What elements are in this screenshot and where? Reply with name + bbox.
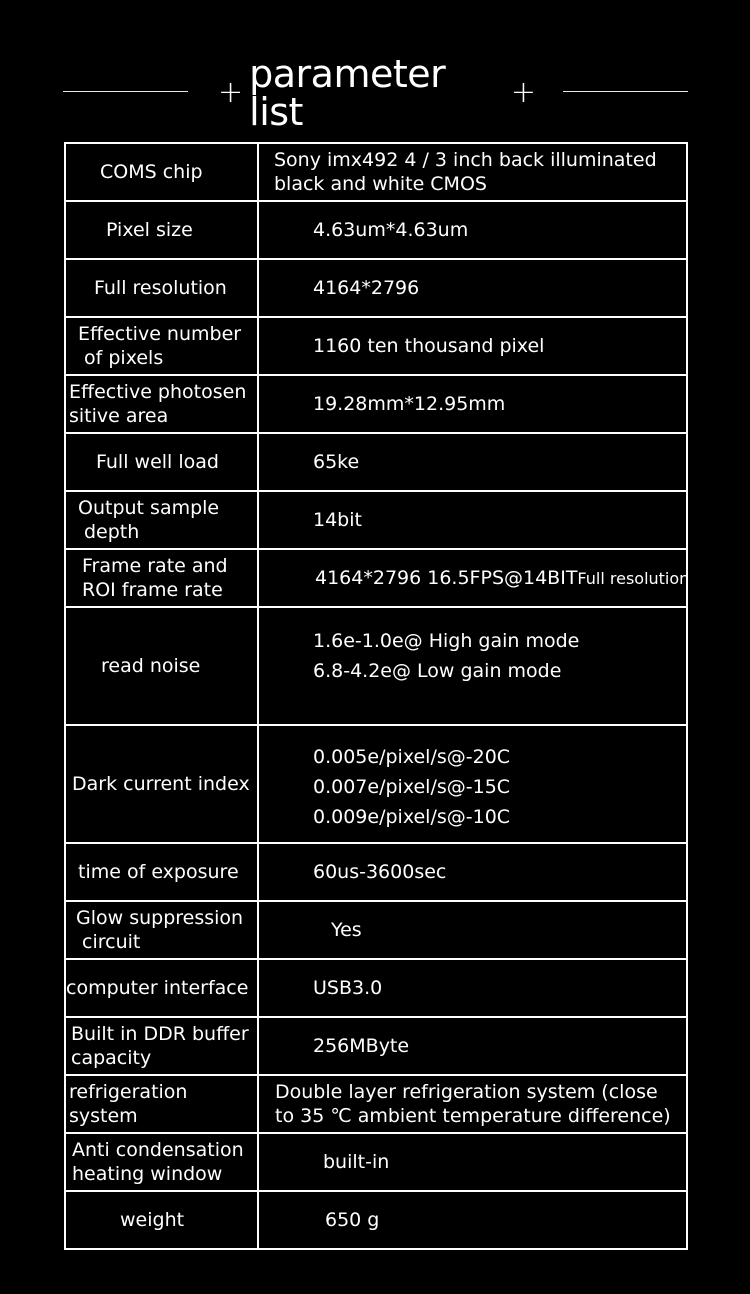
parameter-label bbox=[101, 654, 200, 678]
parameter-value: built-in bbox=[323, 1151, 390, 1173]
table-row bbox=[66, 726, 688, 844]
parameter-value: to 35 ℃ ambient temperature difference) bbox=[275, 1105, 671, 1127]
title-group bbox=[212, 52, 542, 134]
parameter-value: Sony imx492 4 / 3 inch back illuminated bbox=[274, 149, 657, 171]
parameter-value-cell bbox=[259, 960, 688, 1016]
parameter-label-line: Frame rate and bbox=[82, 555, 228, 577]
parameter-value-cell bbox=[259, 902, 688, 958]
parameter-label-line: computer interface bbox=[66, 977, 249, 999]
parameter-label-line: depth bbox=[84, 521, 140, 543]
parameter-label bbox=[71, 1022, 249, 1070]
parameter-label-cell bbox=[66, 844, 259, 900]
parameter-label-cell bbox=[66, 492, 259, 548]
table-row bbox=[66, 550, 688, 608]
parameter-value-cell bbox=[259, 434, 688, 490]
parameter-label-cell bbox=[66, 376, 259, 432]
header-rule-left bbox=[63, 91, 188, 92]
parameter-value-cell bbox=[259, 202, 688, 258]
parameter-label-line: Effective number bbox=[78, 323, 242, 345]
table-row bbox=[66, 492, 688, 550]
table-row bbox=[66, 376, 688, 434]
parameter-label-line: Anti condensation bbox=[72, 1139, 244, 1161]
parameter-value: 4.63um*4.63um bbox=[313, 219, 469, 241]
parameter-label-line: Effective photosen bbox=[69, 381, 247, 403]
table-row bbox=[66, 318, 688, 376]
parameter-value-suffix: Full resolution bbox=[577, 568, 690, 588]
parameter-label bbox=[72, 772, 250, 796]
parameter-value: 650 g bbox=[325, 1209, 380, 1231]
table-row bbox=[66, 1018, 688, 1076]
parameter-value-cell bbox=[259, 608, 688, 724]
parameter-value: 4164*2796 bbox=[313, 277, 420, 299]
parameter-label bbox=[69, 380, 246, 428]
page-title: parameter list bbox=[249, 52, 446, 134]
parameter-label-line: Built in DDR buffer bbox=[71, 1023, 249, 1045]
parameter-value: Yes bbox=[331, 919, 362, 941]
parameter-value-cell bbox=[259, 550, 688, 606]
table-row bbox=[66, 434, 688, 492]
parameter-label-line: circuit bbox=[82, 931, 141, 953]
parameter-label-cell bbox=[66, 144, 259, 200]
parameter-label-line: capacity bbox=[71, 1047, 152, 1069]
parameter-label-line: of pixels bbox=[84, 347, 164, 369]
parameter-value: Double layer refrigeration system (close bbox=[275, 1081, 658, 1103]
plus-icon-left: + bbox=[218, 75, 244, 110]
parameter-value: 0.005e/pixel/s@-20C bbox=[313, 746, 511, 768]
parameter-label-line: Pixel size bbox=[106, 219, 193, 241]
parameter-label bbox=[78, 860, 239, 884]
parameter-label-cell bbox=[66, 1134, 259, 1190]
parameter-label bbox=[66, 976, 248, 1000]
parameter-value-cell bbox=[259, 376, 688, 432]
parameter-label bbox=[78, 322, 241, 370]
parameter-label bbox=[76, 906, 243, 954]
parameter-value-main: 4164*2796 16.5FPS@14BIT bbox=[315, 566, 578, 589]
table-row bbox=[66, 608, 688, 726]
parameter-value-cell bbox=[259, 1134, 688, 1190]
table-row bbox=[66, 1192, 688, 1250]
table-row bbox=[66, 144, 688, 202]
parameter-label-line: weight bbox=[120, 1209, 185, 1231]
header-rule-right bbox=[563, 91, 688, 92]
parameter-label-cell bbox=[66, 318, 259, 374]
parameter-value-cell bbox=[259, 1076, 688, 1132]
parameter-label-cell bbox=[66, 260, 259, 316]
parameter-label bbox=[96, 450, 219, 474]
parameter-value bbox=[315, 566, 690, 591]
parameter-label-cell bbox=[66, 608, 259, 724]
parameter-label-line: read noise bbox=[101, 655, 201, 677]
parameter-value-cell bbox=[259, 492, 688, 548]
parameter-label bbox=[78, 496, 219, 544]
table-row bbox=[66, 202, 688, 260]
table-row bbox=[66, 1134, 688, 1192]
table-row bbox=[66, 960, 688, 1018]
parameter-value-cell bbox=[259, 144, 688, 200]
parameter-value: 19.28mm*12.95mm bbox=[313, 393, 506, 415]
parameter-label-line: Glow suppression bbox=[76, 907, 244, 929]
parameter-value: 0.009e/pixel/s@-10C bbox=[313, 806, 511, 828]
section-header bbox=[0, 52, 750, 134]
parameter-label-cell bbox=[66, 1192, 259, 1248]
parameter-label bbox=[100, 160, 203, 184]
plus-icon-right: + bbox=[510, 75, 536, 110]
parameter-label-cell bbox=[66, 550, 259, 606]
parameter-label-line: ROI frame rate bbox=[82, 579, 223, 601]
parameter-value: 65ke bbox=[313, 451, 360, 473]
parameter-table bbox=[64, 142, 688, 1250]
parameter-label-line: time of exposure bbox=[78, 861, 239, 883]
parameter-value-cell bbox=[259, 260, 688, 316]
parameter-value: 6.8-4.2e@ Low gain mode bbox=[313, 660, 562, 682]
parameter-label-cell bbox=[66, 960, 259, 1016]
parameter-label-cell bbox=[66, 1018, 259, 1074]
parameter-value: 60us-3600sec bbox=[313, 861, 447, 883]
parameter-label-line: heating window bbox=[72, 1163, 223, 1185]
parameter-label bbox=[120, 1208, 184, 1232]
parameter-label-cell bbox=[66, 202, 259, 258]
parameter-value: USB3.0 bbox=[313, 977, 383, 999]
parameter-value: 14bit bbox=[313, 509, 362, 531]
parameter-label-line: refrigeration system bbox=[69, 1081, 188, 1127]
parameter-label-line: Dark current index bbox=[72, 773, 250, 795]
parameter-label-line: Full well load bbox=[96, 451, 219, 473]
parameter-label bbox=[72, 1138, 244, 1186]
table-row bbox=[66, 902, 688, 960]
parameter-label-cell bbox=[66, 434, 259, 490]
parameter-label bbox=[106, 218, 193, 242]
parameter-value: 256MByte bbox=[313, 1035, 410, 1057]
parameter-value: 1.6e-1.0e@ High gain mode bbox=[313, 630, 580, 652]
parameter-value: 1160 ten thousand pixel bbox=[313, 335, 545, 357]
parameter-value-cell bbox=[259, 1018, 688, 1074]
parameter-label bbox=[94, 276, 227, 300]
table-row bbox=[66, 260, 688, 318]
parameter-label-cell bbox=[66, 902, 259, 958]
parameter-value-cell bbox=[259, 318, 688, 374]
parameter-value: 0.007e/pixel/s@-15C bbox=[313, 776, 511, 798]
parameter-label-line: Full resolution bbox=[94, 277, 227, 299]
table-row bbox=[66, 1076, 688, 1134]
parameter-label-cell bbox=[66, 1076, 259, 1132]
parameter-label-line: Output sample bbox=[78, 497, 220, 519]
parameter-label-cell bbox=[66, 726, 259, 842]
parameter-value: black and white CMOS bbox=[274, 173, 487, 195]
parameter-label bbox=[82, 554, 228, 602]
parameter-label-line: COMS chip bbox=[100, 161, 203, 183]
parameter-label-line: sitive area bbox=[69, 405, 169, 427]
table-row bbox=[66, 844, 688, 902]
parameter-value-cell bbox=[259, 726, 688, 842]
parameter-value-cell bbox=[259, 1192, 688, 1248]
parameter-value-cell bbox=[259, 844, 688, 900]
parameter-label bbox=[69, 1080, 257, 1128]
